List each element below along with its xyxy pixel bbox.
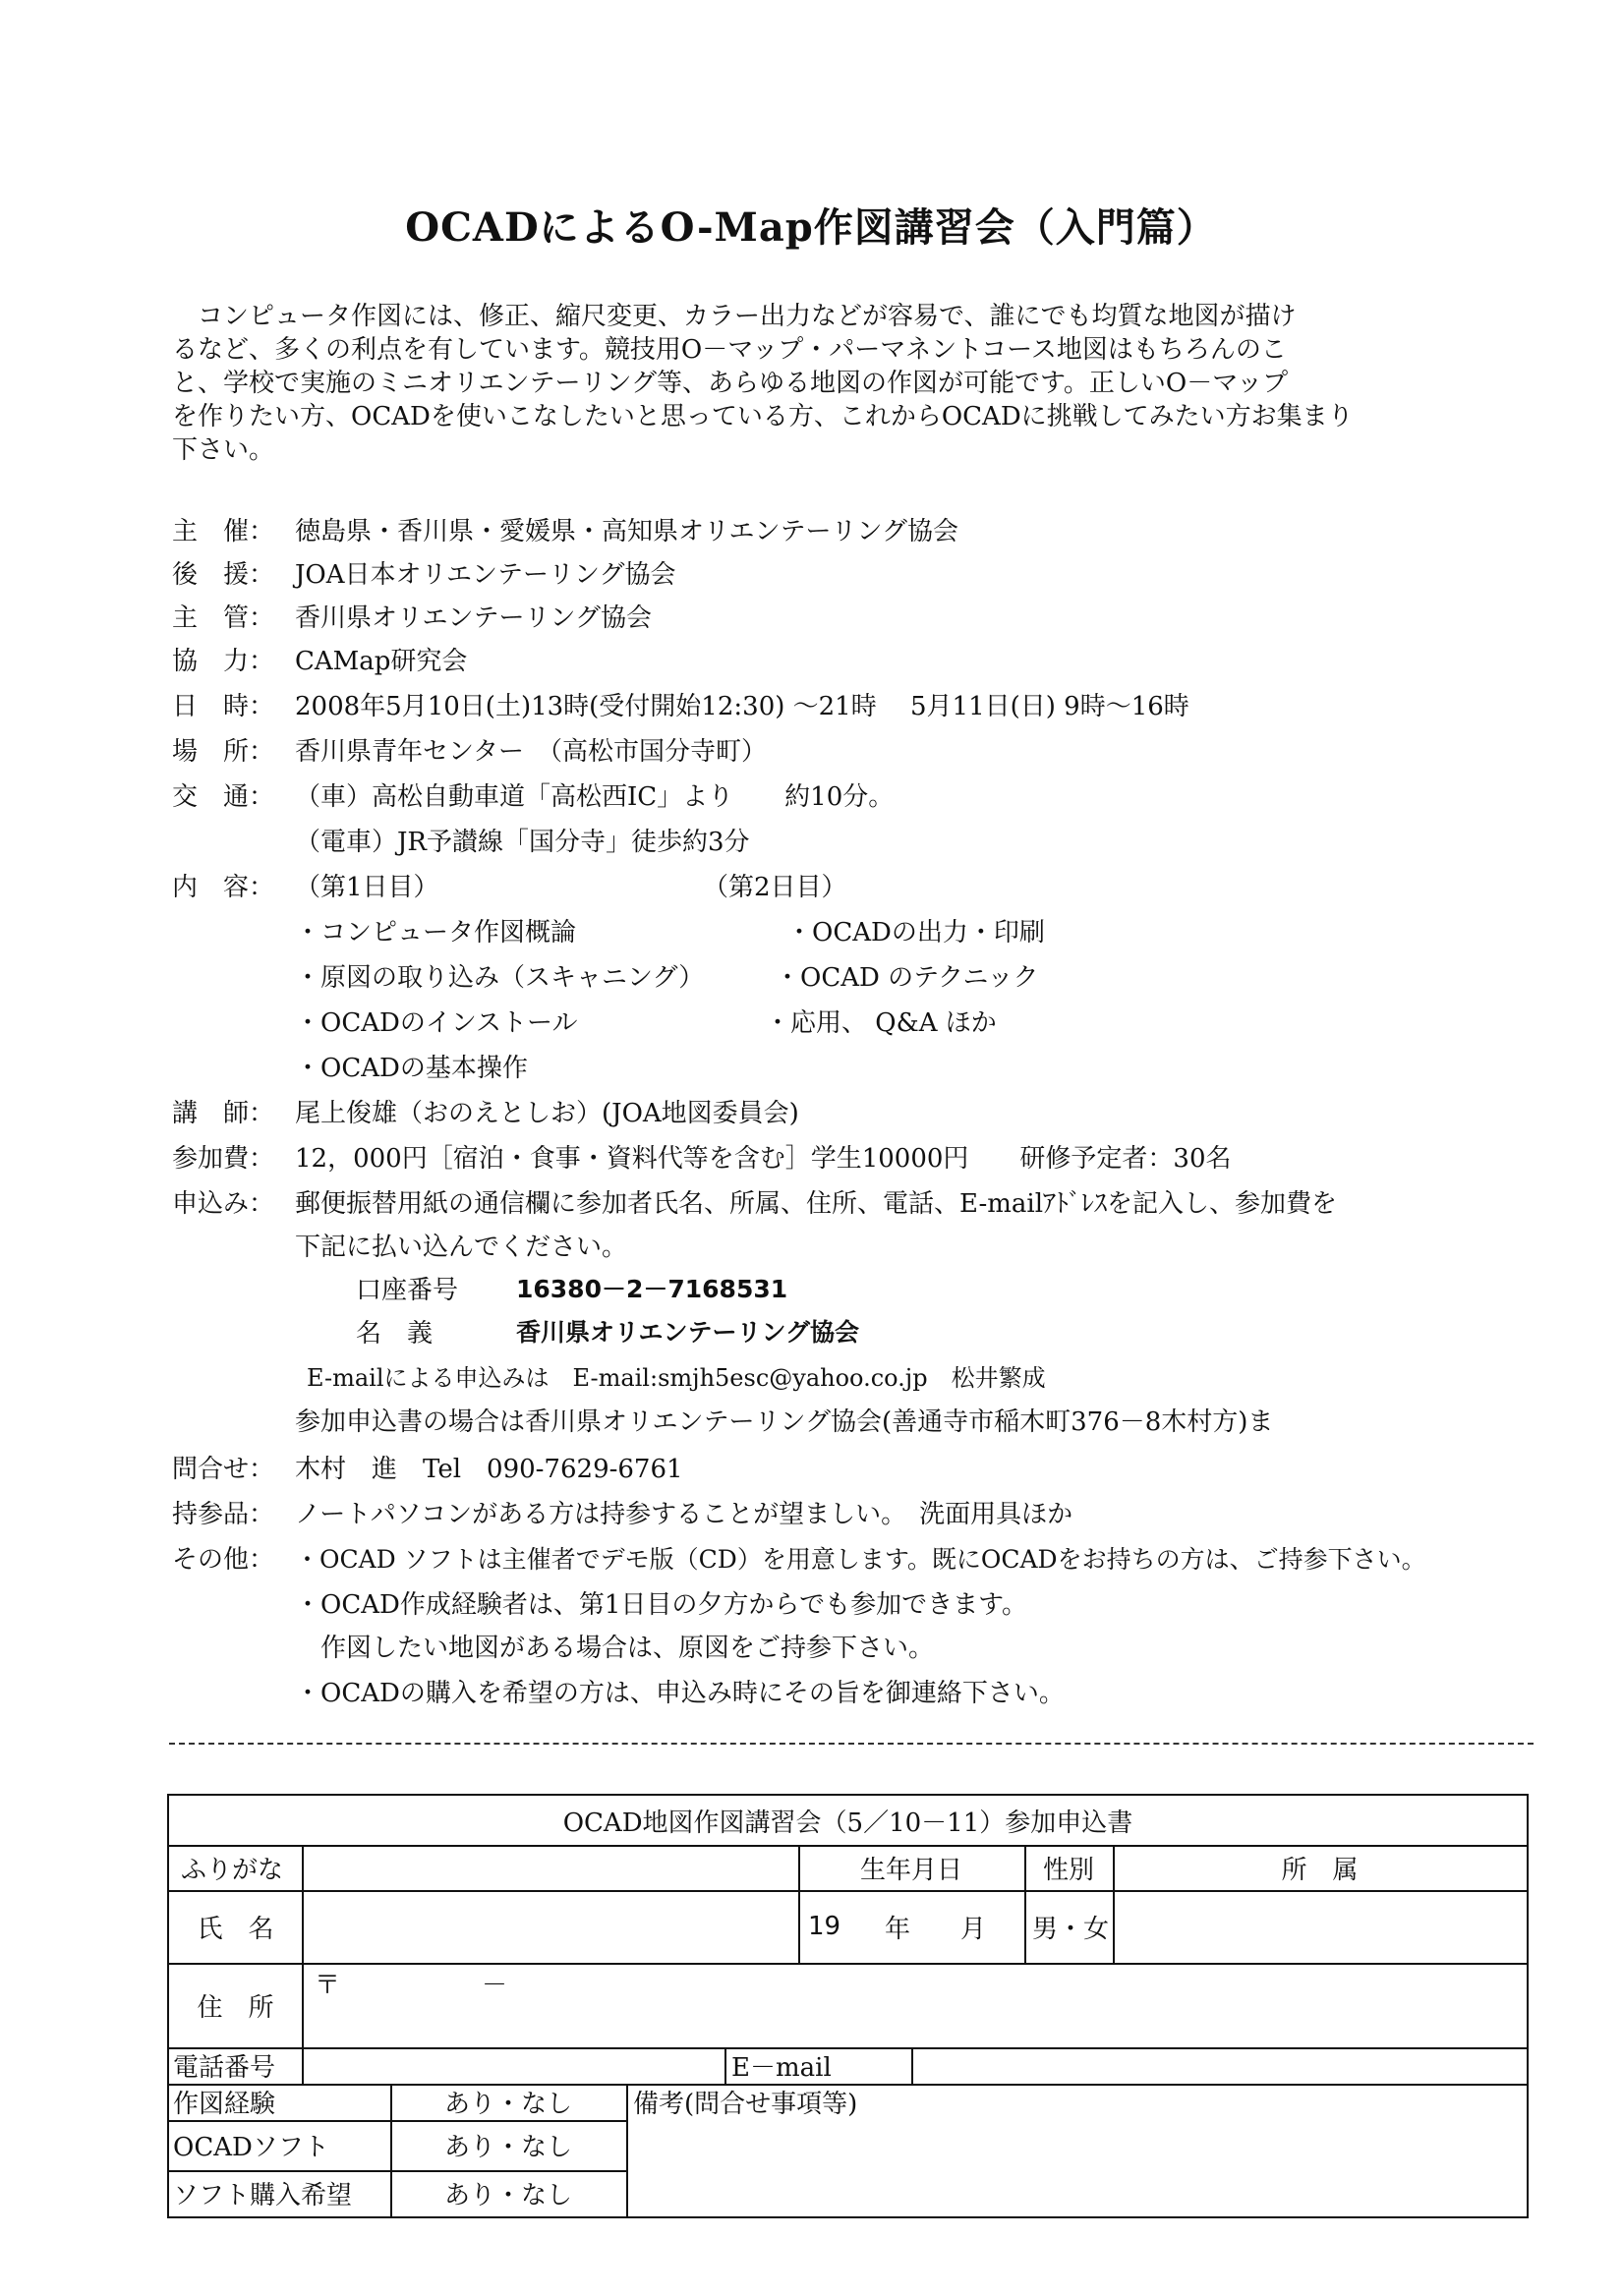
- birth-year-prefix: 19: [808, 1912, 841, 1941]
- form-rule: [302, 1845, 304, 1963]
- day2-item: ・OCADの出力・印刷: [786, 918, 1045, 947]
- info-value: 香川県青年センター （高松市国分寺町）: [295, 737, 767, 767]
- info-label: 協 力：: [172, 647, 275, 676]
- name-field[interactable]: [307, 1892, 796, 1961]
- birth-month-unit: 月: [960, 1914, 987, 1944]
- info-other: [172, 1539, 1426, 1576]
- info-value: CAMap研究会: [295, 647, 468, 676]
- info-value: ノートパソコンがある方は持参することが望ましい。 洗面用具ほか: [295, 1500, 1073, 1529]
- purchase-label: ソフト購入希望: [173, 2181, 353, 2210]
- holder-name: 香川県オリエンテーリング協会: [516, 1318, 860, 1347]
- day1-item: ・OCADの基本操作: [295, 1054, 528, 1083]
- day1-item: ・OCADのインストール: [295, 1008, 578, 1038]
- info-label: その他：: [172, 1545, 275, 1575]
- remarks-field[interactable]: [631, 2122, 1524, 2214]
- info-bring: [172, 1494, 1072, 1530]
- furigana-field[interactable]: [307, 1847, 796, 1888]
- birth-year-unit: 年: [885, 1914, 911, 1944]
- other-line: ・OCAD ソフトは主催者でデモ版（CD）を用意します。既にOCADをお持ちの方は、ご持参下さい。: [295, 1545, 1426, 1574]
- info-label: 交 通：: [172, 782, 275, 812]
- info-value: JOA日本オリエンテーリング協会: [295, 560, 676, 590]
- info-label: 内 容：: [172, 873, 275, 902]
- intro-paragraph: [172, 300, 1529, 467]
- info-application: [172, 1183, 1337, 1220]
- info-label: 日 時：: [172, 692, 275, 721]
- email-label: E－mail: [731, 2053, 832, 2083]
- form-title: OCAD地図作図講習会（5／10－11）参加申込書: [562, 1808, 1133, 1838]
- purchase-choice[interactable]: あり・なし: [443, 2181, 572, 2210]
- intro-line: と、学校で実施のミニオリエンテーリング等、あらゆる地図の作図が可能です。正しいO－マップ: [172, 369, 1289, 398]
- other-line: ・OCAD作成経験者は、第1日目の夕方からでも参加できます。: [295, 1590, 1028, 1620]
- info-transport: [172, 776, 894, 813]
- other-line: 作図したい地図がある場合は、原図をご持参下さい。: [295, 1634, 935, 1663]
- info-label: 申込み：: [172, 1189, 275, 1219]
- info-label: 講 師：: [172, 1099, 275, 1128]
- info-support: [172, 554, 675, 591]
- day2-item: ・応用、 Q&A ほか: [765, 1008, 997, 1038]
- form-rule: [724, 2047, 726, 2084]
- account-number: 16380－2－7168531: [516, 1275, 788, 1303]
- software-choice[interactable]: あり・なし: [443, 2133, 572, 2162]
- experience-label: 作図経験: [173, 2090, 276, 2119]
- sex-label: 性別: [1042, 1855, 1094, 1885]
- info-content: [172, 867, 439, 903]
- cut-line-divider: [169, 1743, 1534, 1745]
- intro-line: を作りたい方、OCADを使いこなしたいと思っている方、これからOCADに挑戦してみたい方お集まり: [172, 402, 1354, 431]
- affiliation-field[interactable]: [1117, 1892, 1524, 1961]
- phone-field[interactable]: [307, 2049, 723, 2082]
- furigana-label: ふりがな: [181, 1855, 284, 1885]
- info-inquiry: [172, 1449, 683, 1485]
- address-field[interactable]: [307, 2004, 1524, 2045]
- info-value: 香川県オリエンテーリング協会: [295, 603, 652, 633]
- form-application-line: 参加申込書の場合は香川県オリエンテーリング協会(善通寺市稲木町376－8木村方)ま: [295, 1407, 1274, 1437]
- info-fee: [172, 1138, 1232, 1175]
- transport-train: （電車）JR予讃線「国分寺」徒歩約3分: [295, 828, 750, 857]
- info-label: 参加費：: [172, 1144, 275, 1174]
- form-rule: [169, 1963, 1527, 1965]
- day1-header: （第1日目）: [295, 873, 439, 902]
- intro-line: 下さい。: [172, 435, 275, 465]
- page-title: OCADによるO-Map作図講習会（入門篇）: [405, 204, 1217, 251]
- email-field[interactable]: [916, 2049, 1524, 2082]
- info-value: 尾上俊雄（おのえとしお）(JOA地図委員会): [295, 1099, 799, 1128]
- postal-mark: 〒: [315, 1971, 341, 2000]
- transport-car: （車）高松自動車道「高松西IC」より 約10分。: [295, 782, 895, 812]
- info-datetime: [172, 686, 1189, 722]
- info-value: 2008年5月10日(土)13時(受付開始12:30) ～21時 5月11日(日) 9時～16時: [295, 692, 1189, 721]
- remarks-label: 備考(問合せ事項等): [633, 2090, 858, 2119]
- sex-choice[interactable]: 男・女: [1031, 1914, 1109, 1944]
- info-label: 問合せ：: [172, 1455, 275, 1484]
- other-line: ・OCADの購入を希望の方は、申込み時にその旨を御連絡下さい。: [295, 1679, 1065, 1708]
- birth-date-label: 生年月日: [859, 1855, 962, 1885]
- form-rule: [911, 2047, 913, 2084]
- form-rule: [626, 2084, 628, 2216]
- day1-item: ・原図の取り込み（スキャニング）: [295, 963, 705, 993]
- application-form-table: [167, 1794, 1529, 2218]
- software-label: OCADソフト: [173, 2133, 329, 2162]
- day2-header: （第2日目）: [703, 873, 847, 902]
- account-label: 口座番号: [356, 1276, 459, 1305]
- experience-choice[interactable]: あり・なし: [443, 2090, 572, 2119]
- info-value: 木村 進 Tel 090-7629-6761: [295, 1455, 683, 1484]
- info-management: [172, 598, 652, 634]
- info-label: 主 管：: [172, 603, 275, 633]
- info-cooperation: [172, 641, 467, 677]
- info-organizer: [172, 511, 958, 547]
- postal-dash: －: [482, 1971, 508, 2000]
- affiliation-label: 所 属: [1281, 1855, 1359, 1885]
- info-place: [172, 731, 767, 768]
- intro-line: コンピュータ作図には、修正、縮尺変更、カラー出力などが容易で、誰にでも均質な地図が描け: [172, 302, 1297, 331]
- holder-label: 名 義: [356, 1319, 434, 1349]
- info-value: 徳島県・香川県・愛媛県・高知県オリエンテーリング協会: [295, 517, 958, 546]
- info-label: 主 催：: [172, 517, 275, 546]
- address-label: 住 所: [197, 1992, 274, 2023]
- form-rule: [302, 2047, 304, 2084]
- day2-item: ・OCAD のテクニック: [775, 963, 1039, 993]
- application-line: 下記に払い込んでください。: [295, 1233, 628, 1262]
- phone-label: 電話番号: [173, 2053, 276, 2083]
- info-value: 12，000円［宿泊・食事・資料代等を含む］学生10000円 研修予定者：30名: [295, 1144, 1232, 1174]
- application-line: 郵便振替用紙の通信欄に参加者氏名、所属、住所、電話、E-mailｱﾄﾞﾚｽを記入し、参加費を: [295, 1189, 1338, 1219]
- info-label: 後 援：: [172, 560, 275, 590]
- info-label: 持参品：: [172, 1500, 275, 1529]
- day1-item: ・コンピュータ作図概論: [295, 918, 577, 947]
- form-rule: [302, 1963, 304, 2047]
- info-lecturer: [172, 1093, 799, 1129]
- name-label: 氏 名: [197, 1914, 274, 1944]
- info-label: 場 所：: [172, 737, 275, 767]
- email-application-line: E-mailによる申込みは E-mail:smjh5esc@yahoo.co.jp 松井繁成: [307, 1364, 1046, 1392]
- intro-line: るなど、多くの利点を有しています。競技用O－マップ・パーマネントコース地図はもちろんのこ: [172, 335, 1287, 365]
